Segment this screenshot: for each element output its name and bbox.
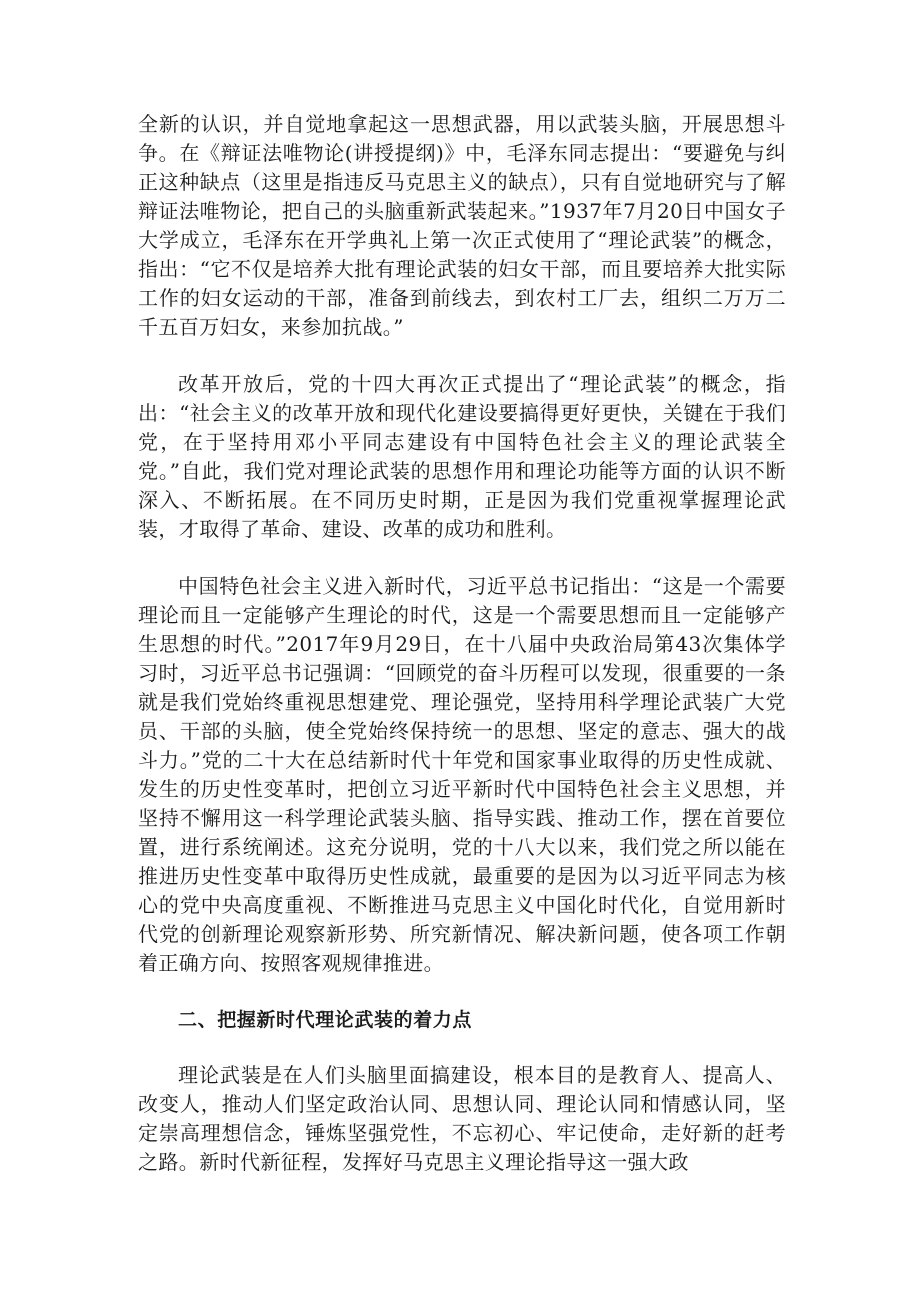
paragraph-3: 中国特色社会主义进入新时代，习近平总书记指出：“这是一个需要理论而且一定能够产生理论的时代，这是一个需要思想而且一定能够产生思想的时代。”2017年9月29日，在十八届中央政治局第43次集体学习时，习近平总书记强调：“回顾党的奋斗历程可以发现，很重要的一条就是我们党始终重视思想建党、理论强党，坚持用科学理论武装广大党员、干部的头脑，使全党始终保持统一的思想、坚定的意志、强大的战斗力。”党的二十大在总结新时代十年党和国家事业取得的历史性成就、发生的历史性变革时，把创立习近平新时代中国特色社会主义思想，并坚持不懈用这一科学理论武装头脑、指导实践、推动工作，摆在首要位置，进行系统阐述。这充分说明，党的十八大以来，我们党之所以能在推进历史性变革中取得历史性成就，最重要的是因为以习近平同志为核心的党中央高度重视、不断推进马克思主义中国化时代化，自觉用新时代党的创新理论观察新形势、所究新情况、解决新问题，使各项工作朝着正确方向、按照客观规律推进。 (138, 574, 786, 975)
paragraph-1: 全新的认识，并自觉地拿起这一思想武器，用以武装头脑，开展思想斗争。在《辩证法唯物论(讲授提纲)》中，毛泽东同志提出：“要避免与纠正这种缺点（这里是指违反马克思主义的缺点），只有自觉地研究与了解辩证法唯物论，把自己的头脑重新武装起来。”1937年7月20日中国女子大学成立，毛泽东在开学典礼上第一次正式使用了“理论武装”的概念，指出：“它不仅是培养大批有理论武装的妇女干部，而且要培养大批实际工作的妇女运动的干部，准备到前线去，到农村工厂去，组织二万万二千五百万妇女，来参加抗战。” (138, 112, 786, 339)
paragraph-4: 理论武装是在人们头脑里面搞建设，根本目的是教育人、提高人、改变人，推动人们坚定政治认同、思想认同、理论认同和情感认同，坚定崇高理想信念，锤炼坚强党性，不忘初心、牢记使命，走好新的赶考之路。新时代新征程，发挥好马克思主义理论指导这一强大政 (138, 1063, 786, 1174)
section-heading: 二、把握新时代理论武装的着力点 (178, 1009, 473, 1031)
paragraph-2: 改革开放后，党的十四大再次正式提出了“理论武装”的概念，指出：“社会主义的改革开放和现代化建设要搞得更好更快，关键在于我们党，在于坚持用邓小平同志建设有中国特色社会主义的理论武装全党。”自此，我们党对理论武装的思想作用和理论功能等方面的认识不断深入、不断拓展。在不同历史时期，正是因为我们党重视掌握理论武装，才取得了革命、建设、改革的成功和胜利。 (138, 372, 786, 541)
document-body (138, 110, 786, 1205)
